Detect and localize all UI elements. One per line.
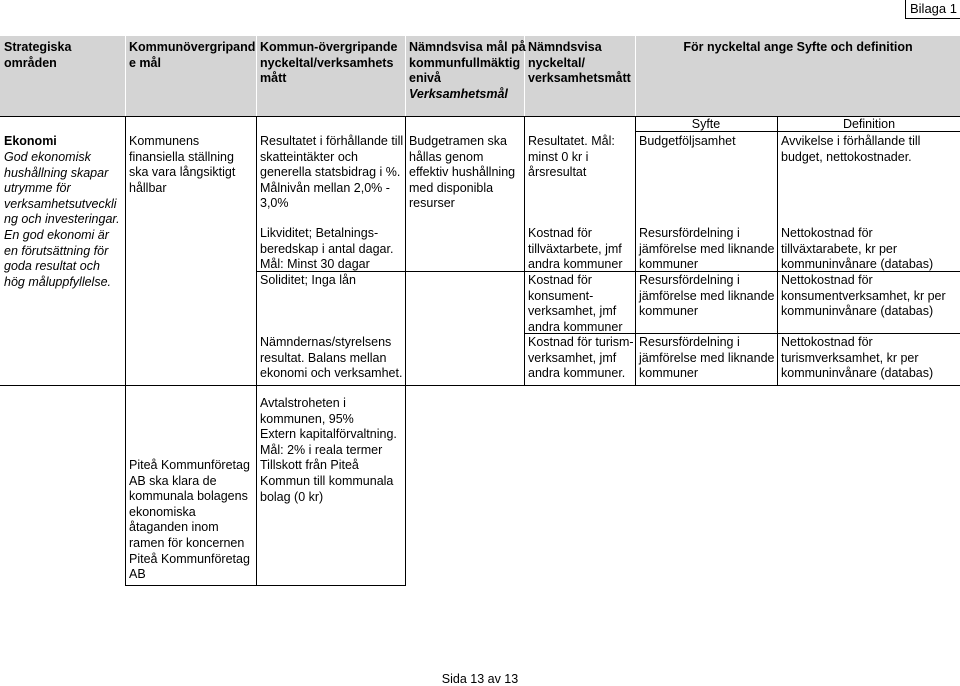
goal-financial-position: Kommunens finansiella ställning ska vara långsiktigt hållbar [129, 134, 236, 195]
syfte-turism: Resursfördelning i jämförelse med liknande kommuner [639, 335, 775, 381]
syfte-budget: Budgetföljsamhet [639, 134, 736, 148]
definition-turism: Nettokostnad för turismverksamhet, kr per kommuninvånare (databas) [781, 335, 934, 381]
header-strategiska-omraden: Strategiska områden [4, 40, 72, 70]
syfte-konsument: Resursfördelning i jämförelse med liknande kommuner [639, 273, 775, 319]
page-number: Sida 13 av 13 [441, 672, 519, 686]
row-divider [0, 116, 960, 117]
area-description: God ekonomisk hushållning skapar utrymme för verksamhetsutveckli ng och investeringar. En god ekonomi är en förutsättning för goda resultat och hög måluppfyllelse. [4, 150, 120, 289]
row-divider [125, 585, 406, 586]
header-namndsvisa-nyckeltal: Nämndsvisa nyckeltal/ verksamhetsmått [528, 40, 631, 86]
column-divider [405, 116, 406, 586]
namnd-kpi-resultat: Resultatet. Mål: minst 0 kr i årsresultat [528, 134, 615, 180]
header-namndsvisa-mal: Nämndsvisa mål på kommunfullmäktig enivå [409, 40, 526, 86]
namnd-kpi-turism: Kostnad för turism- verksamhet, jmf andra kommuner. [528, 335, 634, 381]
header-kommunovergripande-mal: Kommunövergripand e mål [129, 40, 256, 70]
definition-budget: Avvikelse i förhållande till budget, nettokostnader. [781, 134, 921, 164]
syfte-tillvaxt: Resursfördelning i jämförelse med liknande kommuner [639, 226, 775, 272]
header-separator [125, 36, 126, 116]
column-divider [635, 116, 636, 386]
column-divider [777, 116, 778, 386]
definition-tillvaxt: Nettokostnad för tillväxtarabete, kr per kommuninvånare (databas) [781, 226, 934, 272]
kpi-avtalstrohet: Avtalstroheten i kommunen, 95% Extern kapitalförvaltning. Mål: 2% i reala termer Tillskott från Piteå Kommun till kommunala bolag (0 kr) [260, 396, 397, 504]
kpi-soliditet: Soliditet; Inga lån [260, 273, 356, 287]
namnd-kpi-konsument: Kostnad för konsument- verksamhet, jmf andra kommuner [528, 273, 623, 334]
attachment-label: Bilaga 1 [905, 0, 960, 19]
definition-konsument: Nettokostnad för konsumentverksamhet, kr per kommuninvånare (databas) [781, 273, 946, 319]
header-syfte-definition: För nyckeltal ange Syfte och definition [683, 40, 913, 54]
column-divider [256, 116, 257, 586]
kpi-namndernas-resultat: Nämndernas/styrelsens resultat. Balans mellan ekonomi och verksamhet. [260, 335, 403, 381]
header-verksamhetsmal: Verksamhetsmål [409, 87, 508, 101]
header-separator [256, 36, 257, 116]
goal-kommunforetag: Piteå Kommunföretag AB ska klara de kommunala bolagens ekonomiska åtaganden inom ramen för koncernen Piteå Kommunföretag AB [129, 458, 250, 582]
namnd-goal-budget: Budgetramen ska hållas genom effektiv hushållning med disponibla resurser [409, 134, 516, 211]
row-divider [0, 385, 960, 386]
header-kommun-nyckeltal: Kommun-övergripande nyckeltal/verksamhets mått [260, 40, 398, 86]
namnd-kpi-tillvaxt: Kostnad för tillväxtarbete, jmf andra kommuner [528, 226, 623, 272]
subheader-definition: Definition [842, 117, 896, 131]
column-divider [125, 116, 126, 586]
column-divider [524, 116, 525, 386]
header-separator [405, 36, 406, 116]
kpi-resultat: Resultatet i förhållande till skatteintäkter och generella statsbidrag i %. Målnivån mellan 2,0% - 3,0% [260, 134, 404, 211]
subheader-syfte: Syfte [691, 117, 721, 131]
kpi-likviditet: Likviditet; Betalnings- beredskap i antal dagar. Mål: Minst 30 dagar [260, 226, 394, 272]
row-divider [636, 131, 960, 132]
area-title: Ekonomi [4, 134, 57, 148]
